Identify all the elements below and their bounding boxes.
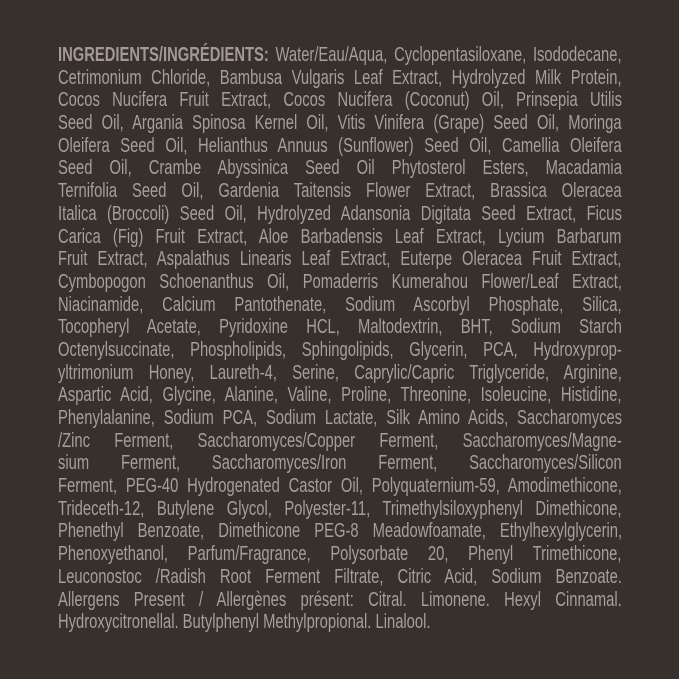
ingredients-line-text: /Zinc Ferment, Saccharomyces/Copper Ferment, Saccharomyces/Magne- [58,428,622,452]
ingredients-line-text: Niacinamide, Calcium Pantothenate, Sodium Ascorbyl Phosphate, Silica, [58,292,622,316]
ingredients-line-text: Fruit Extract, Aspalathus Linearis Leaf Extract, Euterpe Oleracea Fruit Extract, [58,247,622,271]
ingredients-line-text: Hydroxycitronellal. Butylphenyl Methylpropional. Linalool. [58,610,431,634]
ingredients-line-text: Leuconostoc /Radish Root Ferment Filtrate, Citric Acid, Sodium Benzoate. [58,564,622,588]
ingredients-line [58,180,622,203]
ingredients-line [58,271,622,294]
ingredients-line-text: Cymbopogon Schoenanthus Oil, Pomaderris Kumerahou Flower/Leaf Extract, [58,269,622,293]
ingredients-line-text: Phenethyl Benzoate, Dimethicone PEG-8 Meadowfoamate, Ethylhexylglycerin, [58,519,623,543]
ingredients-last-line [58,611,622,634]
ingredients-line [58,452,622,475]
ingredients-line-text: Cocos Nucifera Fruit Extract, Cocos Nucifera (Coconut) Oil, Prinsepia Utilis [58,88,622,112]
ingredients-line-text: Seed Oil, Crambe Abyssinica Seed Oil Phytosterol Esters, Macadamia [58,156,622,180]
ingredients-line [58,498,622,521]
ingredients-line-text: sium Ferment, Saccharomyces/Iron Ferment, Saccharomyces/Silicon [58,451,622,475]
ingredients-line [58,112,622,135]
ingredients-line [58,384,622,407]
ingredients-line-text: Italica (Broccoli) Seed Oil, Hydrolyzed Adansonia Digitata Seed Extract, Ficus [58,201,622,225]
ingredients-line-text: Trideceth-12, Butylene Glycol, Polyester-11, Trimethylsiloxyphenyl Dimethicone, [58,496,622,520]
ingredients-line [58,135,622,158]
ingredients-heading: INGREDIENTS/INGRÉDIENTS: [58,43,269,66]
ingredients-line [58,67,622,90]
ingredients-text-block [58,44,622,634]
ingredients-line [58,294,622,317]
ingredients-lines [58,67,622,634]
ingredients-line-text: Phenoxyethanol, Parfum/Fragrance, Polysorbate 20, Phenyl Trimethicone, [58,542,622,566]
ingredients-first-line-text [58,44,622,67]
ingredients-line [58,226,622,249]
ingredients-line [58,589,622,612]
ingredients-line-text: Water/Eau/Aqua, Cyclopentasiloxane, Isododecane, [275,43,622,66]
ingredients-line [58,248,622,271]
ingredients-first-line [58,44,622,67]
ingredients-line-text: Allergens Present / Allergènes présent: Citral. Limonene. Hexyl Cinnamal. [58,587,622,611]
ingredients-line-text: yltrimonium Honey, Laureth-4, Serine, Caprylic/Capric Triglyceride, Arginine, [58,360,622,384]
ingredients-line-text: Carica (Fig) Fruit Extract, Aloe Barbadensis Leaf Extract, Lycium Barbarum [58,224,622,248]
ingredients-line-text: Ternifolia Seed Oil, Gardenia Taitensis Flower Extract, Brassica Oleracea [58,179,622,203]
ingredients-line-text: Oleifera Seed Oil, Helianthus Annuus (Sunflower) Seed Oil, Camellia Oleifera [58,133,622,157]
ingredients-line-text: Phenylalanine, Sodium PCA, Sodium Lactate, Silk Amino Acids, Saccharomyces [58,406,623,429]
ingredients-line [58,316,622,339]
ingredients-line-text: Seed Oil, Argania Spinosa Kernel Oil, Vitis Vinifera (Grape) Seed Oil, Moringa [58,111,622,135]
ingredients-line-text: Octenylsuccinate, Phospholipids, Sphingolipids, Glycerin, PCA, Hydroxyprop- [58,337,622,361]
ingredients-line-text: Cetrimonium Chloride, Bambusa Vulgaris Leaf Extract, Hydrolyzed Milk Protein, [58,65,622,89]
ingredients-line [58,362,622,385]
ingredients-line [58,339,622,362]
ingredients-line-text: Tocopheryl Acetate, Pyridoxine HCL, Maltodextrin, BHT, Sodium Starch [58,315,622,339]
ingredients-line [58,203,622,226]
ingredients-line [58,157,622,180]
ingredients-line [58,89,622,112]
ingredients-line [58,407,622,430]
ingredients-line [58,430,622,453]
ingredients-line [58,475,622,498]
ingredients-line [58,520,622,543]
ingredients-line-text: Ferment, PEG-40 Hydrogenated Castor Oil, Polyquaternium-59, Amodimethicone, [58,474,622,498]
ingredients-line [58,543,622,566]
ingredients-line-text: Aspartic Acid, Glycine, Alanine, Valine, Proline, Threonine, Isoleucine, Histidine, [58,383,622,407]
ingredients-line [58,566,622,589]
